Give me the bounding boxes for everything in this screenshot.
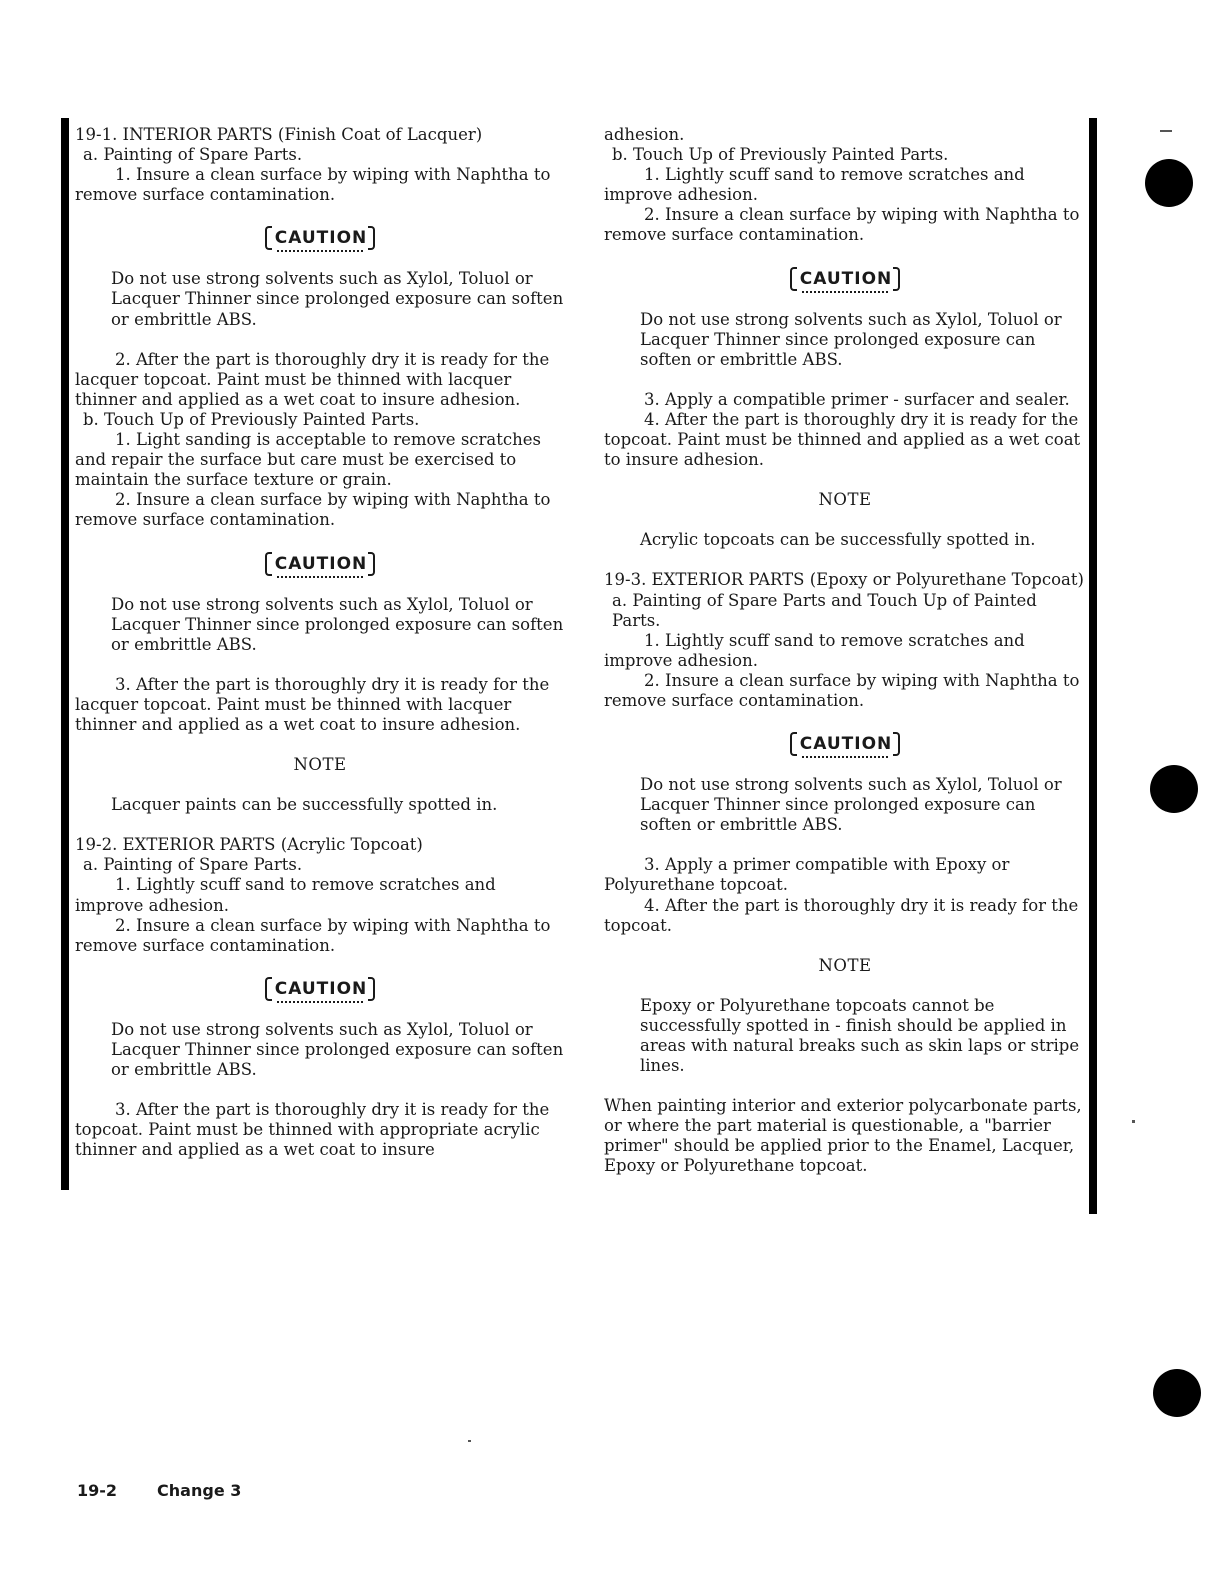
continued-text: adhesion. [604, 125, 685, 144]
step-2: 2. Insure a clean surface by wiping with Naphtha to remove surface contamination. [75, 915, 551, 955]
caution-text: Do not use strong solvents such as Xylol, Toluol or Lacquer Thinner since prolonged exposure can soften or embrittle ABS. [640, 309, 1062, 369]
caution-label: CAUTION [265, 225, 376, 251]
page-footer [77, 1481, 241, 1500]
subsection-b: b. Touch Up of Previously Painted Parts. [83, 409, 420, 429]
caution-header [75, 225, 565, 253]
caution-header [604, 266, 1086, 294]
closing-paragraph: When painting interior and exterior polycarbonate parts, or where the part material is questionable, a "barrier primer" should be applied prior to the Enamel, Lacquer, Epoxy or Polyurethane topcoat. [604, 1096, 1082, 1176]
subsection-a: a. Painting of Spare Parts and Touch Up of Painted Parts. [612, 590, 1037, 630]
subsection-a: a. Painting of Spare Parts. [83, 145, 303, 165]
step-1: 1. Light sanding is acceptable to remove scratches and repair the surface but care must be exercised to maintain the surface texture or grain. [75, 430, 541, 490]
step-1: 1. Lightly scuff sand to remove scratches and improve adhesion. [604, 165, 1025, 205]
right-column [604, 125, 1086, 1177]
step-4: 4. After the part is thoroughly dry it is ready for the topcoat. [604, 895, 1079, 935]
scan-speck [468, 1440, 471, 1442]
note-text: Epoxy or Polyurethane topcoats cannot be successfully spotted in - finish should be applied in areas with natural breaks such as skin laps or stripe lines. [640, 995, 1080, 1076]
caution-label: CAUTION [790, 266, 901, 292]
step-4: 4. After the part is thoroughly dry it is ready for the topcoat. Paint must be thinned and applied as a wet coat to insure adhesion. [604, 409, 1081, 470]
step-1: 1. Insure a clean surface by wiping with Naphtha to remove surface contamination. [75, 165, 551, 205]
step-3: 3. Apply a compatible primer - surfacer and sealer. [644, 389, 1070, 409]
step-2: 2. After the part is thoroughly dry it is ready for the lacquer topcoat. Paint must be thinned with lacquer thinner and applied as a wet coat to insure adhesion. [75, 349, 550, 409]
step-3: 3. After the part is thoroughly dry it is ready for the topcoat. Paint must be thinned with appropriate acrylic thinner and applied as a wet coat to insure [75, 1100, 550, 1160]
subsection-b: b. Touch Up of Previously Painted Parts. [612, 145, 949, 165]
note-heading: NOTE [818, 955, 872, 975]
step-2: 2. Insure a clean surface by wiping with Naphtha to remove surface contamination. [604, 205, 1080, 245]
subsection-a: a. Painting of Spare Parts. [83, 855, 303, 875]
caution-header [75, 551, 565, 579]
change-bar-right [1089, 118, 1097, 1214]
scan-speck [1160, 130, 1172, 132]
note-heading: NOTE [293, 755, 347, 775]
punch-hole-middle [1150, 765, 1198, 813]
caution-text: Do not use strong solvents such as Xylol, Toluol or Lacquer Thinner since prolonged exposure can soften or embrittle ABS. [640, 775, 1062, 835]
note-text: Acrylic topcoats can be successfully spotted in. [640, 530, 1036, 550]
step-3: 3. After the part is thoroughly dry it is ready for the lacquer topcoat. Paint must be thinned with lacquer thinner and applied as a wet coat to insure adhesion. [75, 674, 550, 734]
punch-hole-top [1145, 159, 1193, 207]
caution-header [604, 731, 1086, 759]
note-heading: NOTE [818, 490, 872, 510]
caution-header [75, 976, 565, 1004]
note-text: Lacquer paints can be successfully spotted in. [111, 795, 498, 815]
section-19-3-heading: 19-3. EXTERIOR PARTS (Epoxy or Polyurethane Topcoat) [604, 570, 1084, 590]
caution-text: Do not use strong solvents such as Xylol, Toluol or Lacquer Thinner since prolonged exposure can soften or embrittle ABS. [111, 269, 564, 329]
step-2: 2. Insure a clean surface by wiping with Naphtha to remove surface contamination. [604, 670, 1080, 710]
caution-text: Do not use strong solvents such as Xylol, Toluol or Lacquer Thinner since prolonged exposure can soften or embrittle ABS. [111, 1019, 564, 1079]
caution-text: Do not use strong solvents such as Xylol, Toluol or Lacquer Thinner since prolonged exposure can soften or embrittle ABS. [111, 594, 564, 654]
change-bar-left [61, 118, 69, 1190]
step-3: 3. Apply a primer compatible with Epoxy or Polyurethane topcoat. [604, 855, 1010, 895]
step-2: 2. Insure a clean surface by wiping with Naphtha to remove surface contamination. [75, 490, 551, 530]
section-19-1-heading: 19-1. INTERIOR PARTS (Finish Coat of Lacquer) [75, 125, 483, 144]
punch-hole-bottom [1153, 1369, 1201, 1417]
section-19-2-heading: 19-2. EXTERIOR PARTS (Acrylic Topcoat) [75, 835, 423, 855]
left-column [75, 125, 565, 1160]
caution-label: CAUTION [790, 731, 901, 757]
caution-label: CAUTION [265, 976, 376, 1002]
change-number: Change 3 [157, 1481, 242, 1500]
step-1: 1. Lightly scuff sand to remove scratches and improve adhesion. [604, 630, 1025, 670]
caution-label: CAUTION [265, 551, 376, 577]
scan-speck [1132, 1120, 1135, 1123]
page-number: 19-2 [77, 1481, 118, 1500]
step-1: 1. Lightly scuff sand to remove scratches and improve adhesion. [75, 875, 496, 915]
